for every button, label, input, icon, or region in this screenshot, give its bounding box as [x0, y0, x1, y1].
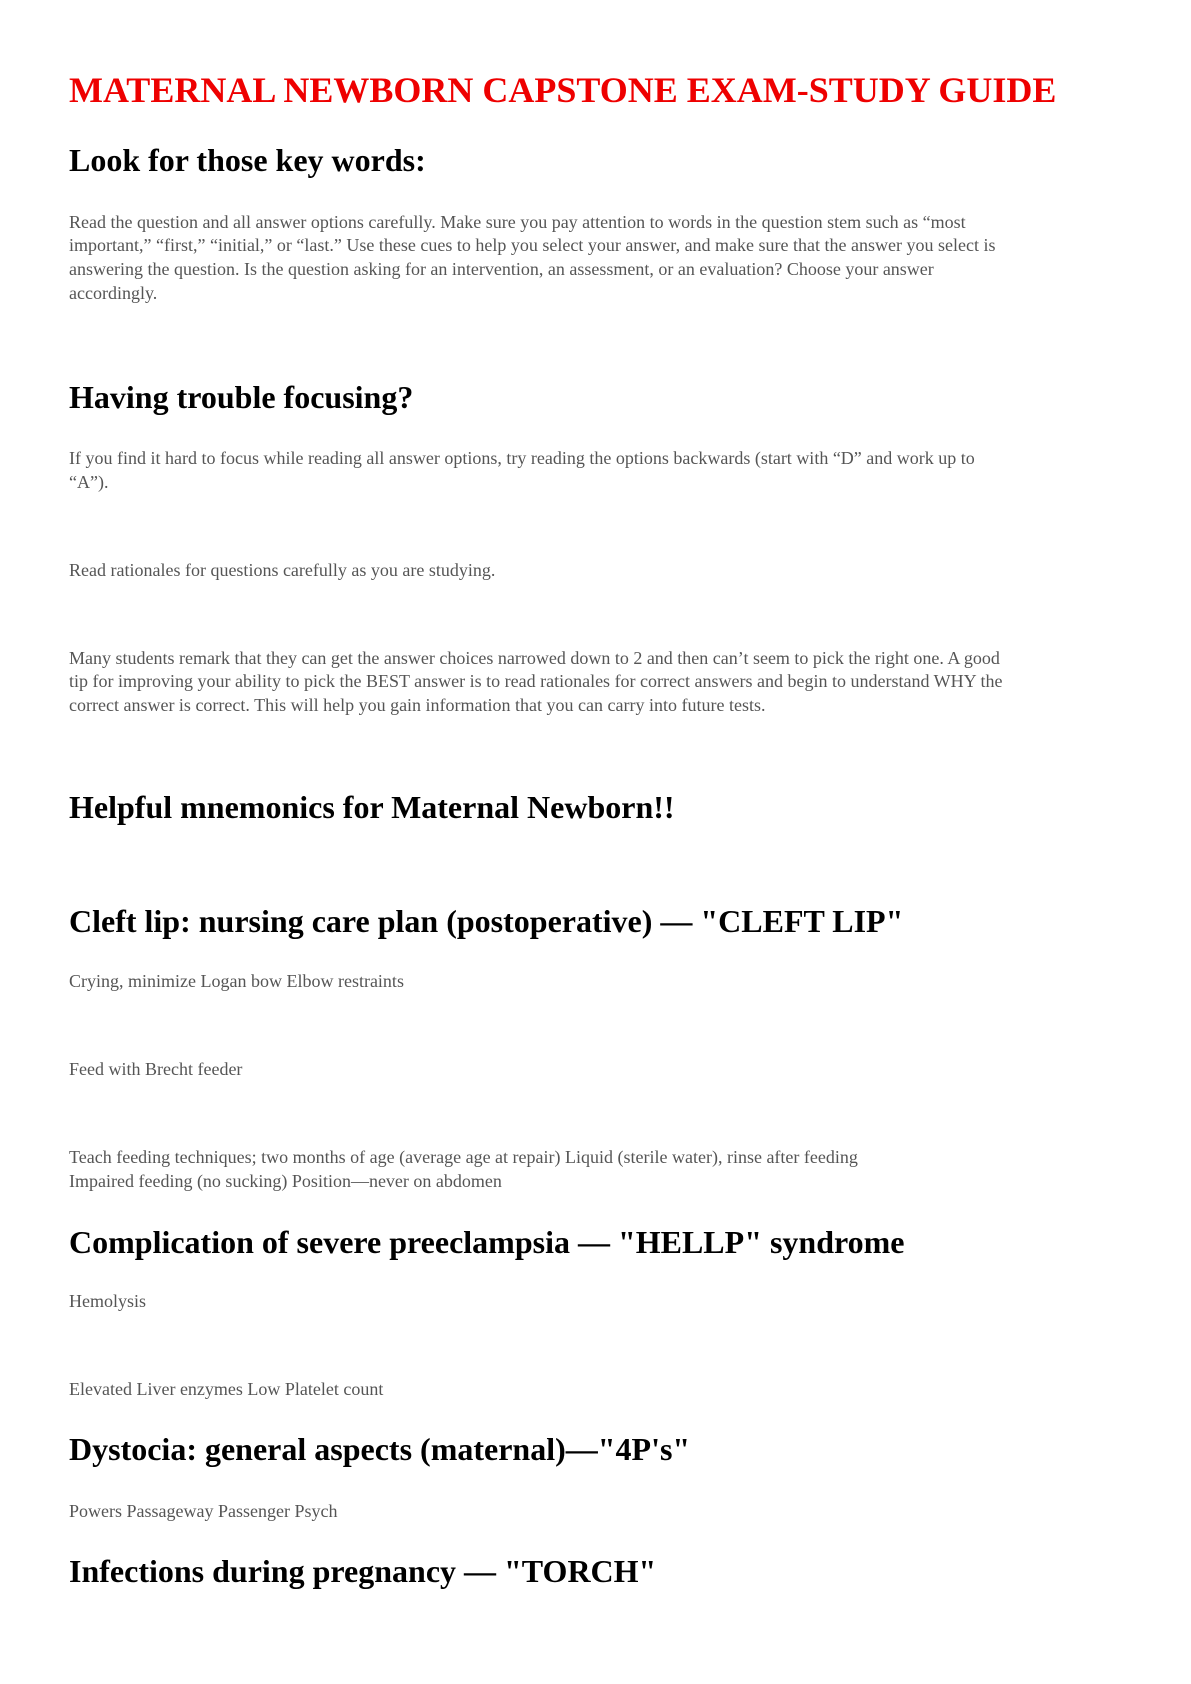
heading-torch: Infections during pregnancy — "TORCH" — [69, 1553, 657, 1589]
paragraph-line: If you find it hard to focus while reading all answer options, try reading the options backwards (start with “D” and work up to — [69, 448, 975, 468]
paragraph-line: Read the question and all answer options carefully. Make sure you pay attention to words in the question stem such as “most — [69, 212, 966, 232]
document-title: MATERNAL NEWBORN CAPSTONE EXAM-STUDY GUIDE — [69, 70, 1057, 110]
heading-focusing: Having trouble focusing? — [69, 379, 414, 415]
paragraph-line: Powers Passageway Passenger Psych — [69, 1501, 338, 1521]
paragraph-line: Read rationales for questions carefully as you are studying. — [69, 560, 496, 580]
paragraph-line: Hemolysis — [69, 1291, 147, 1311]
paragraph-line: Elevated Liver enzymes Low Platelet count — [69, 1379, 384, 1399]
heading-mnemonics: Helpful mnemonics for Maternal Newborn!! — [69, 789, 675, 825]
paragraph-line: accordingly. — [69, 283, 158, 303]
heading-hellp: Complication of severe preeclampsia — "HELLP" syndrome — [69, 1224, 905, 1260]
paragraph-line: answering the question. Is the question asking for an intervention, an assessment, or an evaluation? Choose your answer — [69, 259, 934, 279]
paragraph-line: Crying, minimize Logan bow Elbow restraints — [69, 971, 404, 991]
paragraph-line: important,” “first,” “initial,” or “last.” Use these cues to help you select your answer, and make sure that the answer you select is — [69, 235, 996, 255]
paragraph-line: Impaired feeding (no sucking) Position—never on abdomen — [69, 1171, 502, 1191]
heading-cleft-lip: Cleft lip: nursing care plan (postoperative) — "CLEFT LIP" — [69, 903, 904, 939]
paragraph-line: Feed with Brecht feeder — [69, 1059, 243, 1079]
heading-dystocia: Dystocia: general aspects (maternal)—"4P's" — [69, 1431, 691, 1467]
paragraph-line: Teach feeding techniques; two months of age (average age at repair) Liquid (sterile water), rinse after feeding — [69, 1147, 858, 1167]
heading-key-words: Look for those key words: — [69, 142, 426, 178]
paragraph-line: Many students remark that they can get the answer choices narrowed down to 2 and then can’t seem to pick the right one. A good — [69, 648, 1000, 668]
paragraph-line: tip for improving your ability to pick the BEST answer is to read rationales for correct answers and begin to understand WHY the — [69, 671, 1003, 691]
paragraph-line: correct answer is correct. This will help you gain information that you can carry into future tests. — [69, 695, 766, 715]
paragraph-line: “A”). — [69, 472, 109, 492]
